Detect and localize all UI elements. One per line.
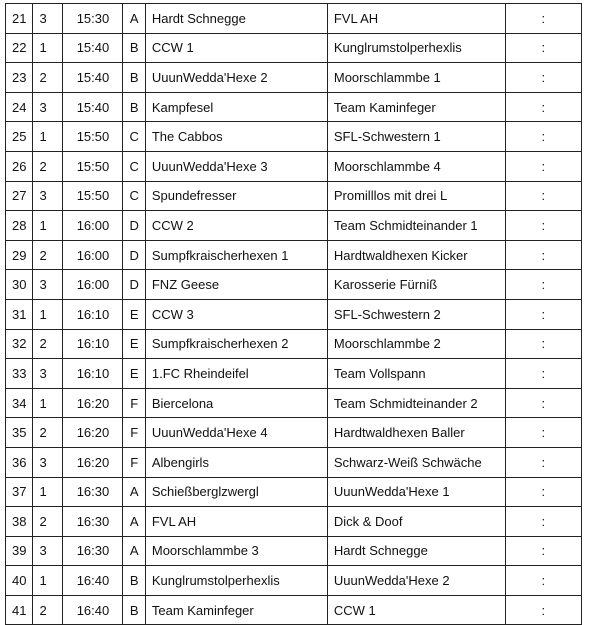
kickoff-time-cell: 16:30	[63, 507, 123, 537]
away-team-cell: Promilllos mit drei L	[327, 181, 505, 211]
score-cell: :	[505, 507, 581, 537]
score-cell: :	[505, 418, 581, 448]
match-number-cell: 39	[6, 536, 33, 566]
group-cell: A	[123, 477, 145, 507]
match-number-cell: 35	[6, 418, 33, 448]
match-number-cell: 23	[6, 63, 33, 93]
kickoff-time-cell: 16:10	[63, 329, 123, 359]
score-cell: :	[505, 477, 581, 507]
match-row	[6, 595, 582, 625]
away-team-cell: Moorschlammbe 2	[327, 329, 505, 359]
match-number-cell: 30	[6, 270, 33, 300]
score-cell: :	[505, 211, 581, 241]
away-team-cell: Dick & Doof	[327, 507, 505, 537]
score-cell: :	[505, 4, 581, 34]
home-team-cell: Albengirls	[145, 447, 327, 477]
field-number-cell: 2	[33, 63, 63, 93]
match-row	[6, 536, 582, 566]
match-number-cell: 37	[6, 477, 33, 507]
away-team-cell: Hardtwaldhexen Kicker	[327, 240, 505, 270]
away-team-cell: Kunglrumstolperhexlis	[327, 33, 505, 63]
away-team-cell: Team Kaminfeger	[327, 92, 505, 122]
field-number-cell: 3	[33, 447, 63, 477]
match-number-cell: 31	[6, 299, 33, 329]
away-team-cell: CCW 1	[327, 595, 505, 625]
kickoff-time-cell: 16:40	[63, 566, 123, 596]
home-team-cell: The Cabbos	[145, 122, 327, 152]
away-team-cell: Moorschlammbe 1	[327, 63, 505, 93]
field-number-cell: 2	[33, 151, 63, 181]
kickoff-time-cell: 16:10	[63, 299, 123, 329]
away-team-cell: Moorschlammbe 4	[327, 151, 505, 181]
home-team-cell: Kampfesel	[145, 92, 327, 122]
kickoff-time-cell: 16:00	[63, 211, 123, 241]
field-number-cell: 3	[33, 181, 63, 211]
match-row	[6, 181, 582, 211]
home-team-cell: Kunglrumstolperhexlis	[145, 566, 327, 596]
score-cell: :	[505, 536, 581, 566]
away-team-cell: Team Schmidteinander 1	[327, 211, 505, 241]
away-team-cell: Team Vollspann	[327, 359, 505, 389]
field-number-cell: 1	[33, 33, 63, 63]
match-row	[6, 299, 582, 329]
kickoff-time-cell: 16:30	[63, 536, 123, 566]
home-team-cell: Team Kaminfeger	[145, 595, 327, 625]
match-number-cell: 38	[6, 507, 33, 537]
field-number-cell: 2	[33, 329, 63, 359]
home-team-cell: FVL AH	[145, 507, 327, 537]
field-number-cell: 2	[33, 418, 63, 448]
group-cell: F	[123, 418, 145, 448]
match-row	[6, 151, 582, 181]
home-team-cell: Hardt Schnegge	[145, 4, 327, 34]
score-cell: :	[505, 359, 581, 389]
home-team-cell: UuunWedda'Hexe 2	[145, 63, 327, 93]
away-team-cell: SFL-Schwestern 2	[327, 299, 505, 329]
group-cell: F	[123, 447, 145, 477]
match-row	[6, 240, 582, 270]
kickoff-time-cell: 15:50	[63, 151, 123, 181]
group-cell: D	[123, 270, 145, 300]
home-team-cell: Moorschlammbe 3	[145, 536, 327, 566]
kickoff-time-cell: 16:20	[63, 418, 123, 448]
match-number-cell: 24	[6, 92, 33, 122]
field-number-cell: 1	[33, 388, 63, 418]
score-cell: :	[505, 92, 581, 122]
match-row	[6, 507, 582, 537]
away-team-cell: UuunWedda'Hexe 1	[327, 477, 505, 507]
group-cell: B	[123, 63, 145, 93]
score-cell: :	[505, 329, 581, 359]
score-cell: :	[505, 595, 581, 625]
kickoff-time-cell: 16:20	[63, 447, 123, 477]
away-team-cell: Hardt Schnegge	[327, 536, 505, 566]
score-cell: :	[505, 122, 581, 152]
group-cell: D	[123, 240, 145, 270]
home-team-cell: UuunWedda'Hexe 4	[145, 418, 327, 448]
away-team-cell: FVL AH	[327, 4, 505, 34]
home-team-cell: FNZ Geese	[145, 270, 327, 300]
group-cell: D	[123, 211, 145, 241]
match-row	[6, 211, 582, 241]
group-cell: A	[123, 507, 145, 537]
match-row	[6, 33, 582, 63]
match-number-cell: 21	[6, 4, 33, 34]
kickoff-time-cell: 16:10	[63, 359, 123, 389]
field-number-cell: 3	[33, 270, 63, 300]
group-cell: C	[123, 151, 145, 181]
home-team-cell: Sumpfkraischerhexen 1	[145, 240, 327, 270]
home-team-cell: CCW 3	[145, 299, 327, 329]
match-number-cell: 34	[6, 388, 33, 418]
match-number-cell: 26	[6, 151, 33, 181]
schedule-body	[6, 4, 582, 625]
match-number-cell: 36	[6, 447, 33, 477]
field-number-cell: 2	[33, 595, 63, 625]
kickoff-time-cell: 15:40	[63, 92, 123, 122]
match-row	[6, 4, 582, 34]
score-cell: :	[505, 240, 581, 270]
group-cell: A	[123, 4, 145, 34]
match-number-cell: 22	[6, 33, 33, 63]
group-cell: B	[123, 33, 145, 63]
home-team-cell: CCW 1	[145, 33, 327, 63]
match-number-cell: 28	[6, 211, 33, 241]
kickoff-time-cell: 15:50	[63, 181, 123, 211]
score-cell: :	[505, 270, 581, 300]
field-number-cell: 3	[33, 4, 63, 34]
home-team-cell: Spundefresser	[145, 181, 327, 211]
away-team-cell: Hardtwaldhexen Baller	[327, 418, 505, 448]
field-number-cell: 3	[33, 359, 63, 389]
score-cell: :	[505, 388, 581, 418]
away-team-cell: Karosserie Fürniß	[327, 270, 505, 300]
match-row	[6, 270, 582, 300]
kickoff-time-cell: 16:00	[63, 270, 123, 300]
match-number-cell: 25	[6, 122, 33, 152]
home-team-cell: 1.FC Rheindeifel	[145, 359, 327, 389]
home-team-cell: Biercelona	[145, 388, 327, 418]
kickoff-time-cell: 15:50	[63, 122, 123, 152]
score-cell: :	[505, 566, 581, 596]
score-cell: :	[505, 447, 581, 477]
match-row	[6, 477, 582, 507]
home-team-cell: UuunWedda'Hexe 3	[145, 151, 327, 181]
match-row	[6, 329, 582, 359]
field-number-cell: 3	[33, 92, 63, 122]
home-team-cell: Sumpfkraischerhexen 2	[145, 329, 327, 359]
match-row	[6, 92, 582, 122]
field-number-cell: 2	[33, 240, 63, 270]
field-number-cell: 1	[33, 122, 63, 152]
score-cell: :	[505, 151, 581, 181]
kickoff-time-cell: 16:40	[63, 595, 123, 625]
home-team-cell: Schießberglzwergl	[145, 477, 327, 507]
kickoff-time-cell: 16:30	[63, 477, 123, 507]
group-cell: E	[123, 299, 145, 329]
field-number-cell: 3	[33, 536, 63, 566]
field-number-cell: 2	[33, 507, 63, 537]
kickoff-time-cell: 16:00	[63, 240, 123, 270]
group-cell: E	[123, 359, 145, 389]
away-team-cell: Team Schmidteinander 2	[327, 388, 505, 418]
group-cell: A	[123, 536, 145, 566]
away-team-cell: Schwarz-Weiß Schwäche	[327, 447, 505, 477]
score-cell: :	[505, 299, 581, 329]
group-cell: F	[123, 388, 145, 418]
match-row	[6, 447, 582, 477]
group-cell: B	[123, 566, 145, 596]
field-number-cell: 1	[33, 211, 63, 241]
away-team-cell: SFL-Schwestern 1	[327, 122, 505, 152]
match-row	[6, 63, 582, 93]
group-cell: C	[123, 122, 145, 152]
group-cell: C	[123, 181, 145, 211]
match-row	[6, 359, 582, 389]
match-row	[6, 122, 582, 152]
kickoff-time-cell: 15:40	[63, 63, 123, 93]
match-number-cell: 29	[6, 240, 33, 270]
score-cell: :	[505, 63, 581, 93]
match-schedule-table	[5, 3, 582, 625]
kickoff-time-cell: 16:20	[63, 388, 123, 418]
match-number-cell: 40	[6, 566, 33, 596]
match-number-cell: 33	[6, 359, 33, 389]
score-cell: :	[505, 181, 581, 211]
score-cell: :	[505, 33, 581, 63]
home-team-cell: CCW 2	[145, 211, 327, 241]
kickoff-time-cell: 15:40	[63, 33, 123, 63]
group-cell: B	[123, 92, 145, 122]
group-cell: E	[123, 329, 145, 359]
match-row	[6, 388, 582, 418]
away-team-cell: UuunWedda'Hexe 2	[327, 566, 505, 596]
kickoff-time-cell: 15:30	[63, 4, 123, 34]
group-cell: B	[123, 595, 145, 625]
match-number-cell: 27	[6, 181, 33, 211]
match-number-cell: 32	[6, 329, 33, 359]
field-number-cell: 1	[33, 566, 63, 596]
field-number-cell: 1	[33, 477, 63, 507]
match-row	[6, 418, 582, 448]
match-number-cell: 41	[6, 595, 33, 625]
field-number-cell: 1	[33, 299, 63, 329]
match-row	[6, 566, 582, 596]
